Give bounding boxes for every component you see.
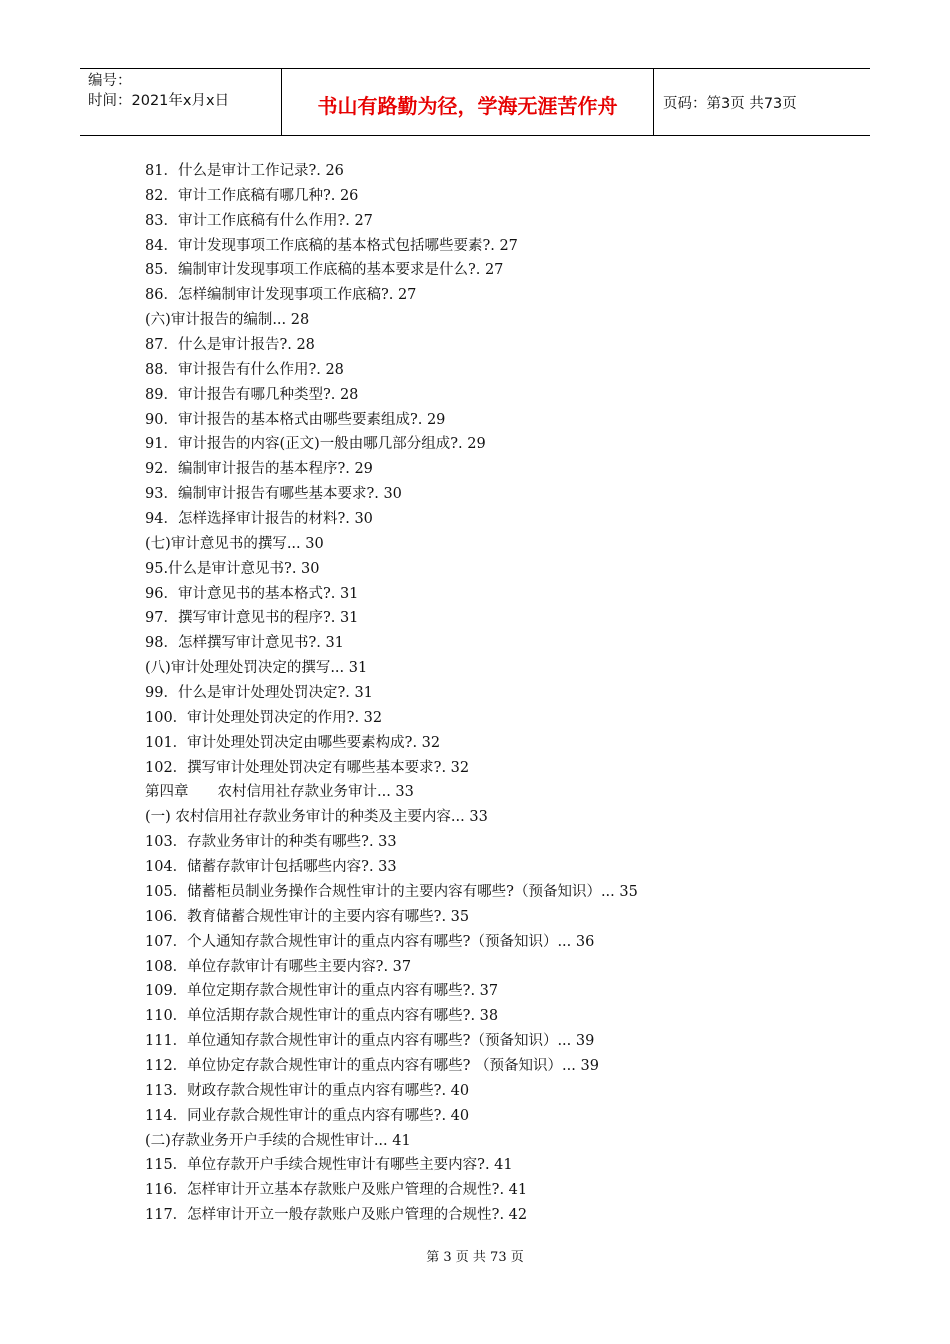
toc-entry: 102．撰写审计处理处罚决定有哪些基本要求?. 32 [145,759,470,776]
page-footer: 第 3 页 共 73 页 [426,1250,524,1265]
toc-entry: 117．怎样审计开立一般存款账户及账户管理的合规性?. 42 [145,1207,528,1224]
toc-entry: 94．怎样选择审计报告的材料?. 30 [145,511,373,528]
toc-entry: 115．单位存款开户手续合规性审计有哪些主要内容?. 41 [145,1157,513,1174]
toc-entry: 90．审计报告的基本格式由哪些要素组成?. 29 [145,411,446,428]
toc-entry: 97．撰写审计意见书的程序?. 31 [145,610,359,627]
toc-entry: (八)审计处理处罚决定的撰写... 31 [145,660,368,677]
page-header [80,68,870,136]
toc-entry: 99．什么是审计处理处罚决定?. 31 [145,685,373,702]
toc-entry: 108．单位存款审计有哪些主要内容?. 37 [145,958,412,975]
toc-entry: 106．教育储蓄合规性审计的主要内容有哪些?. 35 [145,908,470,925]
toc-entry: (二)存款业务开户手续的合规性审计... 41 [145,1132,411,1149]
toc-entry: 85．编制审计发现事项工作底稿的基本要求是什么?. 27 [145,262,504,279]
toc-entry: 82．审计工作底稿有哪几种?. 26 [145,187,359,204]
toc-entry: (六)审计报告的编制... 28 [145,312,310,329]
document-number-label: 编号： [88,73,132,89]
toc-entry: 100．审计处理处罚决定的作用?. 32 [145,709,383,726]
toc-entry: 第四章 农村信用社存款业务审计... 33 [145,784,414,801]
toc-entry: 89．审计报告有哪几种类型?. 28 [145,386,359,403]
toc-entry: 101．审计处理处罚决定由哪些要素构成?. 32 [145,734,441,751]
toc-entry: 86．怎样编制审计发现事项工作底稿?. 27 [145,287,417,304]
toc-entry: 93．编制审计报告有哪些基本要求?. 30 [145,486,402,503]
toc-entry: 87．什么是审计报告?. 28 [145,337,315,354]
toc-entry: 113．财政存款合规性审计的重点内容有哪些?. 40 [145,1082,470,1099]
toc-entry: 83．审计工作底稿有什么作用?. 27 [145,212,373,229]
toc-entry: 98．怎样撰写审计意见书?. 31 [145,635,344,652]
toc-entry: 116．怎样审计开立基本存款账户及账户管理的合规性?. 41 [145,1182,528,1199]
document-date: 时间：2021年x月x日 [88,93,230,109]
toc-entry: 84．审计发现事项工作底稿的基本格式包括哪些要素?. 27 [145,237,518,254]
header-meta [80,69,282,135]
toc-entry: (一) 农村信用社存款业务审计的种类及主要内容... 33 [145,809,488,826]
toc-entry: 104．储蓄存款审计包括哪些内容?. 33 [145,859,397,876]
toc-entry: 96．审计意见书的基本格式?. 31 [145,585,359,602]
toc-entry: (七)审计意见书的撰写... 30 [145,535,324,552]
toc-entry: 110．单位活期存款合规性审计的重点内容有哪些?. 38 [145,1008,499,1025]
toc-entry: 107．个人通知存款合规性审计的重点内容有哪些?（预备知识）... 36 [145,933,595,950]
toc-entry: 112．单位协定存款合规性审计的重点内容有哪些? （预备知识）... 39 [145,1057,599,1074]
header-page-info: 页码：第3页 共73页 [663,95,797,112]
toc-entry: 88．审计报告有什么作用?. 28 [145,361,344,378]
toc-entry: 105．储蓄柜员制业务操作合规性审计的主要内容有哪些?（预备知识）... 35 [145,883,638,900]
toc-entry: 109．单位定期存款合规性审计的重点内容有哪些?. 37 [145,983,499,1000]
table-of-contents [145,159,845,1228]
toc-entry: 111．单位通知存款合规性审计的重点内容有哪些?（预备知识）... 39 [145,1033,595,1050]
toc-entry: 92．编制审计报告的基本程序?. 29 [145,461,373,478]
toc-entry: 81．什么是审计工作记录?. 26 [145,163,344,179]
toc-entry: 103．存款业务审计的种类有哪些?. 33 [145,834,397,851]
toc-entry: 114．同业存款合规性审计的重点内容有哪些?. 40 [145,1107,470,1124]
header-slogan: 书山有路勤为径，学海无涯苦作舟 [282,69,654,135]
toc-entry: 95.什么是审计意见书?. 30 [145,560,320,577]
toc-entry: 91．审计报告的内容(正文)一般由哪几部分组成?. 29 [145,436,486,453]
